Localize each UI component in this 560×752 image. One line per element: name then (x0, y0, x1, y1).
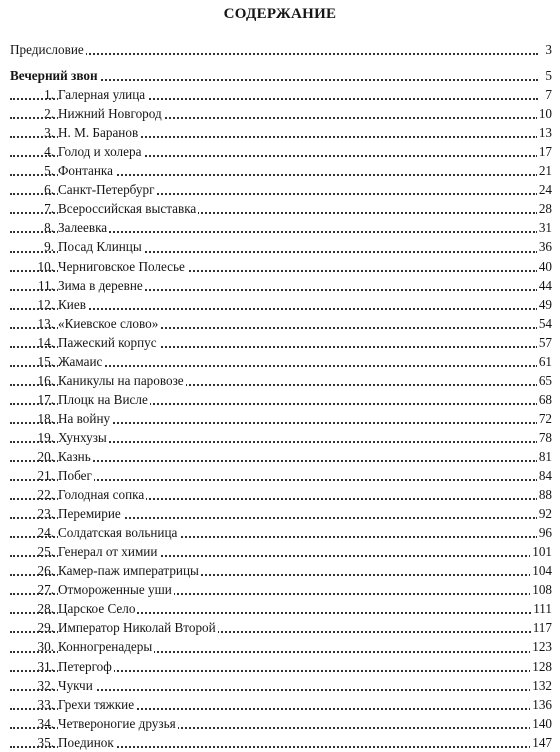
chapter-title: Император Николай Второй (58, 618, 218, 637)
entry-page-number: 3 (543, 40, 552, 59)
chapter-number: 22. (37, 487, 54, 503)
chapter-number: 12. (37, 296, 54, 312)
toc-entry (0, 161, 560, 180)
chapter-title: Перемирие (58, 504, 123, 523)
chapter-page-number: 147 (530, 733, 552, 752)
chapter-title: Поединок (58, 733, 116, 752)
chapter-number: 14. (37, 334, 54, 350)
chapter-title: Фонтанка (58, 161, 115, 180)
chapter-number: 6. (44, 182, 54, 198)
chapter-number: 20. (37, 448, 54, 464)
toc-entry (0, 485, 560, 504)
toc-entry (0, 333, 560, 352)
chapter-number: 25. (37, 544, 54, 560)
chapter-number: 34. (37, 715, 54, 731)
chapter-title: Санкт-Петербург (58, 180, 157, 199)
chapter-page-number: 140 (530, 714, 552, 733)
chapter-number: 13. (37, 315, 54, 331)
chapter-title: Черниговское Полесье (58, 257, 187, 276)
chapter-title: Петергоф (58, 657, 114, 676)
toc-entry (0, 85, 560, 104)
toc-entry (0, 371, 560, 390)
chapter-page-number: 92 (537, 504, 552, 523)
toc-entry (0, 257, 560, 276)
chapter-list (0, 85, 560, 752)
chapter-title: Н. М. Баранов (58, 123, 140, 142)
chapter-page-number: 104 (530, 561, 552, 580)
chapter-page-number: 17 (537, 142, 552, 161)
chapter-title: Киев (58, 295, 88, 314)
toc-entry (0, 276, 560, 295)
chapter-number: 4. (44, 144, 54, 160)
chapter-title: Посад Клинцы (58, 237, 144, 256)
chapter-title: Отмороженные уши (58, 580, 174, 599)
chapter-page-number: 78 (537, 428, 552, 447)
chapter-number: 29. (37, 620, 54, 636)
chapter-number: 30. (37, 639, 54, 655)
chapter-page-number: 136 (530, 695, 552, 714)
chapter-page-number: 31 (537, 218, 552, 237)
chapter-number: 35. (37, 734, 54, 750)
chapter-title: Чукчи (58, 676, 95, 695)
dot-leader (10, 308, 538, 310)
chapter-page-number: 72 (537, 409, 552, 428)
chapter-title: На войну (58, 409, 112, 428)
chapter-page-number: 49 (537, 295, 552, 314)
chapter-page-number: 13 (537, 123, 552, 142)
chapter-title: Всероссийская выставка (58, 199, 198, 218)
chapter-title: Камер-паж императрицы (58, 561, 201, 580)
chapter-title: Залеевка (58, 218, 109, 237)
chapter-page-number: 28 (537, 199, 552, 218)
part-title: Вечерний звон (10, 66, 100, 85)
chapter-title: Галерная улица (58, 85, 147, 104)
chapter-number: 33. (37, 696, 54, 712)
chapter-title: Пажеский корпус (58, 333, 159, 352)
chapter-title: Грехи тяжкие (58, 695, 136, 714)
toc-entry (0, 676, 560, 695)
chapter-page-number: 84 (537, 466, 552, 485)
toc-entry (0, 466, 560, 485)
toc-entry (0, 504, 560, 523)
chapter-page-number: 54 (537, 314, 552, 333)
chapter-title: Побег (58, 466, 94, 485)
chapter-title: «Киевское слово» (58, 314, 160, 333)
toc-entry (0, 580, 560, 599)
chapter-title: Зима в деревне (58, 276, 145, 295)
toc-entry (0, 218, 560, 237)
entry-title: Предисловие (10, 40, 86, 59)
toc-entry (0, 123, 560, 142)
chapter-page-number: 128 (530, 657, 552, 676)
chapter-number: 8. (44, 220, 54, 236)
toc-entry (0, 733, 560, 752)
toc-entry (0, 352, 560, 371)
toc-entry (0, 695, 560, 714)
toc-entry (0, 714, 560, 733)
chapter-page-number: 44 (537, 276, 552, 295)
toc-entry (0, 428, 560, 447)
chapter-number: 2. (44, 106, 54, 122)
chapter-page-number: 117 (531, 618, 552, 637)
chapter-title: Солдатская вольница (58, 523, 179, 542)
chapter-number: 18. (37, 410, 54, 426)
chapter-number: 27. (37, 582, 54, 598)
chapter-number: 11. (38, 277, 54, 293)
dot-leader (10, 53, 538, 55)
chapter-number: 24. (37, 525, 54, 541)
toc-entry (0, 657, 560, 676)
chapter-page-number: 132 (530, 676, 552, 695)
chapter-number: 31. (37, 658, 54, 674)
chapter-number: 28. (37, 601, 54, 617)
chapter-page-number: 123 (530, 637, 552, 656)
chapter-number: 15. (37, 353, 54, 369)
table-of-contents (0, 40, 560, 752)
toc-entry (0, 409, 560, 428)
chapter-title: Царское Село (58, 599, 137, 618)
chapter-page-number: 88 (537, 485, 552, 504)
entry-page-number: 5 (543, 66, 552, 85)
chapter-page-number: 101 (530, 542, 552, 561)
chapter-page-number: 40 (537, 257, 552, 276)
toc-entry-preface (0, 40, 560, 59)
chapter-number: 32. (37, 677, 54, 693)
chapter-title: Голодная сопка (58, 485, 146, 504)
toc-entry (0, 561, 560, 580)
chapter-page-number: 65 (537, 371, 552, 390)
toc-entry (0, 390, 560, 409)
chapter-title: Казнь (58, 447, 93, 466)
toc-entry (0, 618, 560, 637)
chapter-page-number: 108 (530, 580, 552, 599)
chapter-title: Каникулы на паровозе (58, 371, 186, 390)
chapter-number: 23. (37, 506, 54, 522)
chapter-title: Жамаис (58, 352, 104, 371)
chapter-page-number: 57 (537, 333, 552, 352)
chapter-number: 10. (37, 258, 54, 274)
toc-entry (0, 237, 560, 256)
toc-entry (0, 637, 560, 656)
chapter-title: Четвероногие друзья (58, 714, 178, 733)
chapter-number: 19. (37, 429, 54, 445)
chapter-page-number: 36 (537, 237, 552, 256)
toc-entry (0, 295, 560, 314)
toc-entry (0, 447, 560, 466)
chapter-page-number: 81 (537, 447, 552, 466)
chapter-page-number: 96 (537, 523, 552, 542)
chapter-number: 17. (37, 391, 54, 407)
toc-entry (0, 180, 560, 199)
chapter-number: 16. (37, 372, 54, 388)
toc-entry (0, 599, 560, 618)
chapter-number: 5. (44, 163, 54, 179)
chapter-number: 3. (44, 125, 54, 141)
chapter-number: 26. (37, 563, 54, 579)
chapter-page-number: 61 (537, 352, 552, 371)
chapter-page-number: 111 (531, 599, 552, 618)
chapter-number: 7. (44, 201, 54, 217)
chapter-number: 9. (44, 239, 54, 255)
toc-entry (0, 199, 560, 218)
toc-entry (0, 104, 560, 123)
chapter-page-number: 68 (537, 390, 552, 409)
toc-entry (0, 542, 560, 561)
toc-entry (0, 314, 560, 333)
chapter-page-number: 21 (537, 161, 552, 180)
chapter-page-number: 7 (543, 85, 552, 104)
toc-entry (0, 523, 560, 542)
chapter-number: 21. (37, 468, 54, 484)
chapter-number: 1. (44, 87, 54, 103)
chapter-title: Хунхузы (58, 428, 109, 447)
toc-entry-part (0, 66, 560, 85)
chapter-page-number: 24 (537, 180, 552, 199)
chapter-title: Конногренадеры (58, 637, 154, 656)
page-title: СОДЕРЖАНИЕ (223, 6, 337, 22)
chapter-title: Нижний Новгород (58, 104, 164, 123)
chapter-page-number: 10 (537, 104, 552, 123)
chapter-title: Плоцк на Висле (58, 390, 150, 409)
toc-entry (0, 142, 560, 161)
chapter-title: Голод и холера (58, 142, 143, 161)
chapter-title: Генерал от химии (58, 542, 159, 561)
